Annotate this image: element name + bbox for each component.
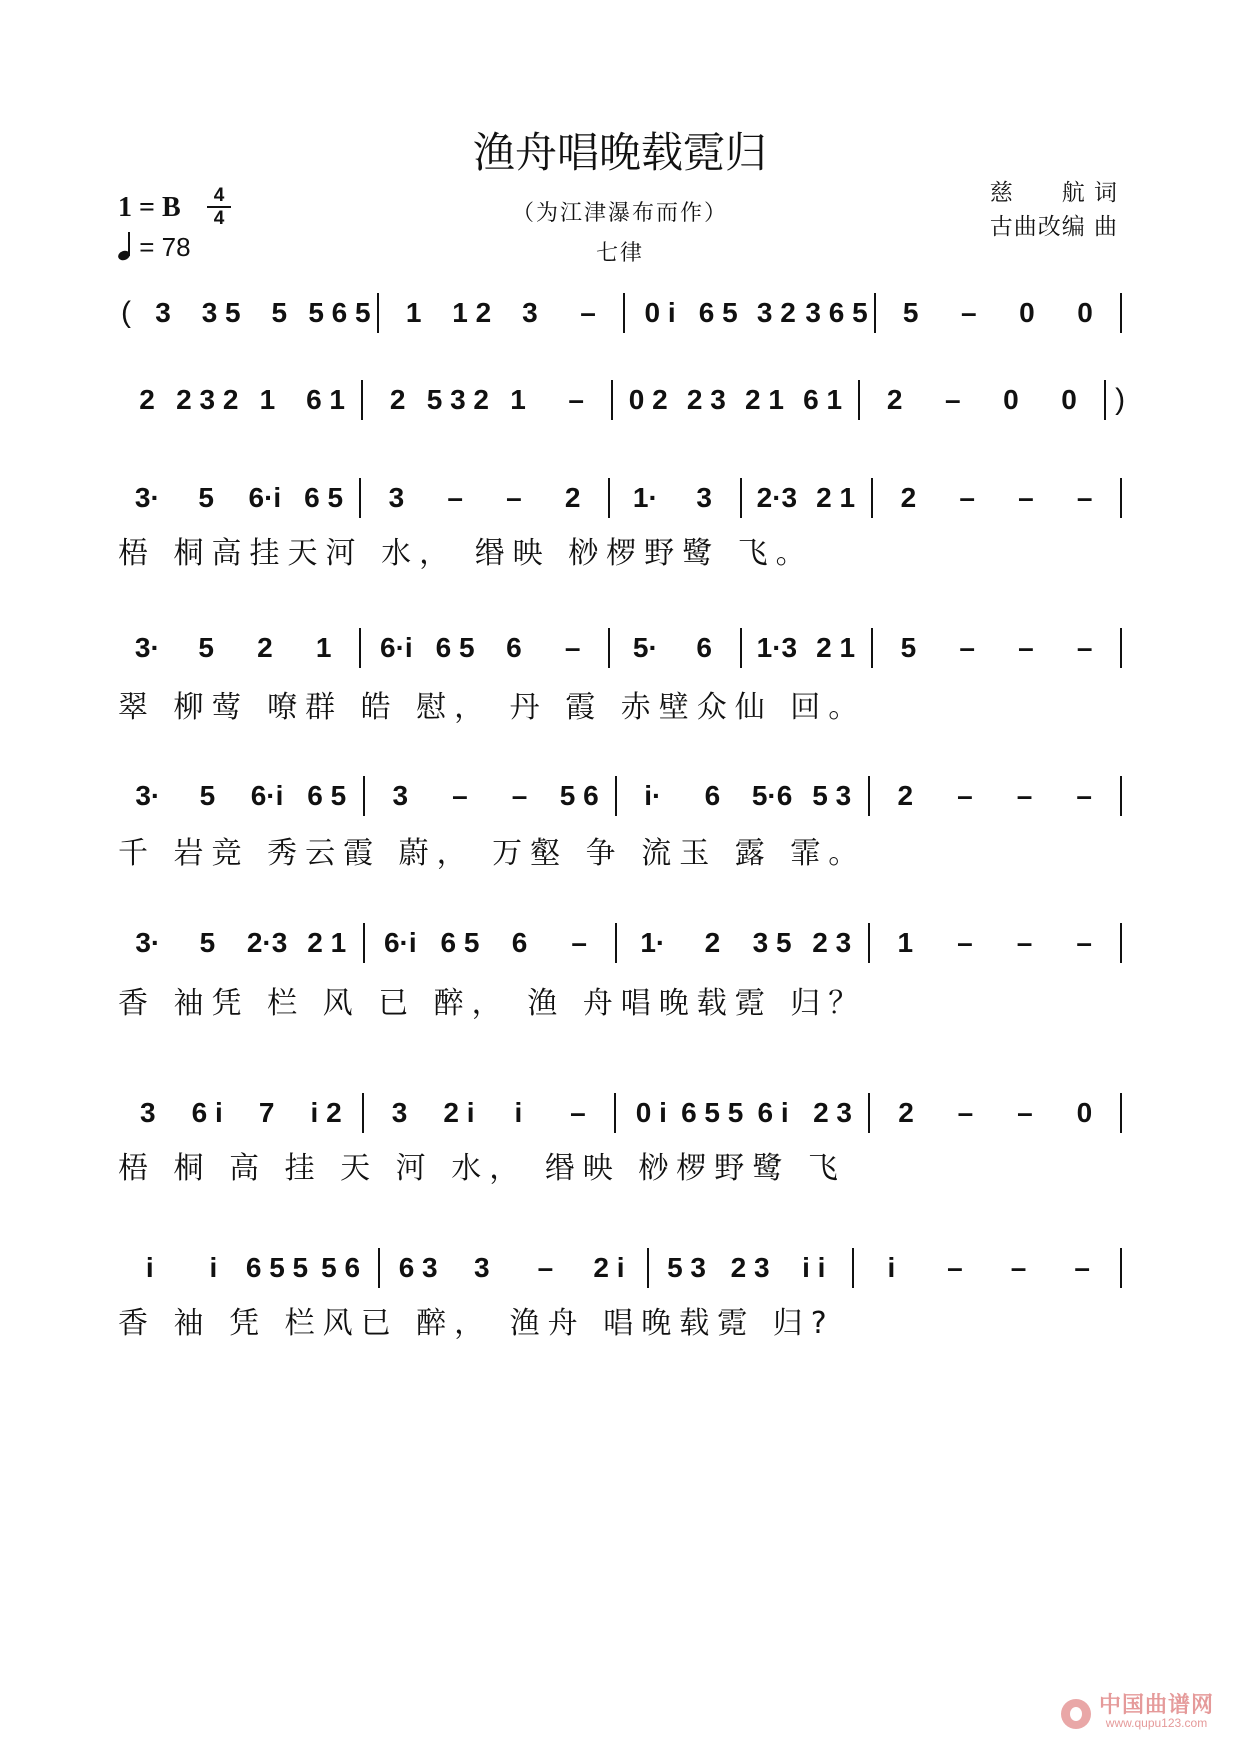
note: 3 xyxy=(139,1097,156,1128)
lyric-line: 翠 柳莺 嘹群 皓 慰， 丹 霞 赤壁众仙 回。 xyxy=(118,690,867,725)
bar-line xyxy=(734,478,748,518)
note: – xyxy=(1016,780,1033,811)
note: 0 xyxy=(1003,384,1019,415)
bar-line-stroke xyxy=(874,293,876,333)
note: 1 2 xyxy=(452,297,492,328)
note: 2 xyxy=(898,1097,914,1128)
note: 6 i xyxy=(191,1097,223,1128)
bar-line-stroke xyxy=(623,293,625,333)
note: 3 xyxy=(155,297,171,328)
note: 3· xyxy=(135,927,161,958)
note: 2 xyxy=(704,927,721,958)
bar-line-stroke xyxy=(1120,628,1122,668)
note: 3· xyxy=(134,482,160,513)
note: – xyxy=(961,297,977,328)
note: 6 5 xyxy=(307,780,347,811)
bar-line xyxy=(605,380,619,420)
bar-line-stroke xyxy=(359,478,361,518)
note: 3· xyxy=(134,632,160,663)
notation-row xyxy=(118,628,1128,668)
note: i xyxy=(209,1252,218,1283)
note: – xyxy=(957,927,973,958)
note: 2 1 xyxy=(745,384,784,415)
key-signature: 1 = B xyxy=(118,192,181,223)
bar-line-stroke xyxy=(363,923,365,963)
note: – xyxy=(506,482,522,513)
note: i· xyxy=(644,780,662,811)
note: 6 3 xyxy=(398,1252,438,1283)
note: 2 xyxy=(900,482,917,513)
note: i i xyxy=(802,1252,826,1283)
bar-line-stroke xyxy=(740,628,742,668)
bar-line xyxy=(609,923,623,963)
bar-line xyxy=(852,380,866,420)
note: – xyxy=(1076,482,1093,513)
note: 6·i xyxy=(380,632,413,663)
lyric-row xyxy=(118,684,1128,724)
note: 5·6 xyxy=(751,780,793,811)
note: – xyxy=(570,1097,586,1128)
note: 6·i xyxy=(250,780,284,811)
bar-line-stroke xyxy=(361,380,363,420)
bar-line-stroke xyxy=(378,1248,380,1288)
site-name: 中国曲谱网 xyxy=(1098,1692,1214,1718)
note: 6 5 5 xyxy=(245,1252,309,1283)
bar-line xyxy=(609,776,623,816)
note: 1· xyxy=(640,927,666,958)
bar-line-stroke xyxy=(1120,923,1122,963)
lyric-row xyxy=(118,530,1128,570)
bar-line-stroke xyxy=(1120,1248,1122,1288)
bar-line xyxy=(862,1093,876,1133)
bar-line xyxy=(371,293,385,333)
notation-row xyxy=(118,478,1128,518)
note: 2·3 xyxy=(756,482,798,513)
note: – xyxy=(1017,1097,1033,1128)
lyric-row xyxy=(118,1145,1128,1185)
lyric-line: 香 袖 凭 栏风已 醉， 渔舟 唱晚载霓 归? xyxy=(118,1306,835,1341)
note: 0 xyxy=(1076,1097,1093,1128)
note: 5· xyxy=(632,632,658,663)
note: – xyxy=(1076,927,1092,958)
quarter-note-icon xyxy=(118,232,132,262)
bar-line xyxy=(1114,776,1128,816)
lyric-row xyxy=(118,1300,1128,1340)
note: – xyxy=(537,1252,554,1283)
note: 5 3 xyxy=(667,1252,707,1283)
song-title: 渔舟唱晚载霓归 xyxy=(472,128,767,177)
note: 5 xyxy=(199,780,216,811)
bar-line xyxy=(641,1248,655,1288)
note: – xyxy=(511,780,528,811)
note: 0 2 xyxy=(628,384,668,415)
note: – xyxy=(571,927,587,958)
note: – xyxy=(947,1252,963,1283)
note: 6 5 xyxy=(698,297,738,328)
bar-line-stroke xyxy=(871,478,873,518)
note: 2 i xyxy=(443,1097,475,1128)
bar-line xyxy=(868,293,882,333)
note: 3 xyxy=(391,1097,408,1128)
note: 0 i xyxy=(644,297,676,328)
notation-row xyxy=(118,380,1128,420)
bar-line-stroke xyxy=(740,478,742,518)
note: 2 1 xyxy=(307,927,347,958)
bar-line xyxy=(357,776,371,816)
note: 0 xyxy=(1061,384,1077,415)
lyric-row xyxy=(118,980,1128,1020)
note: 7 xyxy=(258,1097,275,1128)
bar-line-stroke xyxy=(852,1248,854,1288)
note: – xyxy=(1010,1252,1027,1283)
bar-line-stroke xyxy=(608,628,610,668)
note: 3 xyxy=(696,482,712,513)
notation-row xyxy=(118,1248,1128,1288)
note: 2 3 xyxy=(686,384,726,415)
note: 3 6 5 xyxy=(805,297,868,328)
watermark xyxy=(1061,1692,1214,1732)
note: i xyxy=(887,1252,896,1283)
note: 1 xyxy=(405,297,422,328)
bar-line xyxy=(617,293,631,333)
lyricist-credit: 慈 航 词 xyxy=(989,180,1118,206)
note: – xyxy=(1018,632,1034,663)
bar-line-stroke xyxy=(647,1248,649,1288)
note: 6 1 xyxy=(306,384,346,415)
note: 1·3 xyxy=(756,632,798,663)
note: – xyxy=(1076,780,1092,811)
bar-line xyxy=(372,1248,386,1288)
note: 6 5 xyxy=(435,632,475,663)
notation-row xyxy=(118,776,1128,816)
note: 5 3 xyxy=(812,780,852,811)
note: 1 xyxy=(897,927,914,958)
bar-line xyxy=(602,628,616,668)
note: i xyxy=(514,1097,523,1128)
note: 6 xyxy=(506,632,522,663)
bar-line xyxy=(862,923,876,963)
note: – xyxy=(1074,1252,1090,1283)
note: 1 xyxy=(510,384,526,415)
bar-line-stroke xyxy=(359,628,361,668)
bar-line xyxy=(353,628,367,668)
note: 0 xyxy=(1019,297,1035,328)
note: 2 xyxy=(564,482,581,513)
note: 3 xyxy=(473,1252,490,1283)
note: 3 xyxy=(522,297,538,328)
note: 1 xyxy=(315,632,332,663)
bar-line-stroke xyxy=(1120,776,1122,816)
bar-line-stroke xyxy=(871,628,873,668)
note: 2 3 2 xyxy=(176,384,239,415)
note: 5 xyxy=(900,632,917,663)
bar-line-stroke xyxy=(1104,380,1106,420)
notation-row xyxy=(118,293,1128,333)
note: 5 xyxy=(198,482,214,513)
bar-line-stroke xyxy=(1120,1093,1122,1133)
note: 2 xyxy=(257,632,273,663)
site-logo-icon xyxy=(1061,1699,1091,1729)
note: 6 1 xyxy=(803,384,843,415)
site-url: www.qupu123.com xyxy=(1105,1716,1208,1730)
lyric-line: 千 岩竞 秀云霞 蔚， 万壑 争 流玉 露 霏。 xyxy=(118,836,867,871)
bar-line xyxy=(734,628,748,668)
song-subtitle: （为江津瀑布而作） xyxy=(511,201,728,226)
bar-line-stroke xyxy=(615,776,617,816)
note: 2 3 xyxy=(730,1252,770,1283)
note: 0 i xyxy=(635,1097,667,1128)
note: – xyxy=(452,780,468,811)
note: – xyxy=(957,780,973,811)
note: 6 5 xyxy=(440,927,480,958)
bar-line xyxy=(1114,1093,1128,1133)
bar-line xyxy=(357,923,371,963)
time-signature xyxy=(207,186,231,228)
bar-line-stroke xyxy=(1120,293,1122,333)
time-signature-bottom: 4 xyxy=(213,208,225,229)
tempo-value: = 78 xyxy=(139,232,191,262)
note: 2 xyxy=(139,384,155,415)
note: 5 xyxy=(199,927,216,958)
bar-line xyxy=(1114,628,1128,668)
note: 1· xyxy=(632,482,658,513)
composer-credit: 古曲改编 曲 xyxy=(989,214,1118,240)
note: i 2 xyxy=(310,1097,342,1128)
bar-line-stroke xyxy=(868,923,870,963)
note: 5 3 2 xyxy=(426,384,489,415)
bar-line-stroke xyxy=(615,923,617,963)
note: 6 5 5 xyxy=(681,1097,744,1128)
bar-line xyxy=(1114,1248,1128,1288)
repeat-paren: ( xyxy=(121,296,131,329)
bar-line-stroke xyxy=(611,380,613,420)
note: 6 xyxy=(704,780,721,811)
bar-line xyxy=(862,776,876,816)
lyric-line: 梧 桐 高 挂 天 河 水， 缗映 桫椤野鹭 飞 xyxy=(118,1151,846,1186)
bar-line xyxy=(602,478,616,518)
note: 5 6 xyxy=(321,1252,361,1283)
note: 2 3 xyxy=(812,927,852,958)
note: – xyxy=(957,1097,974,1128)
note: 5 6 5 xyxy=(308,297,371,328)
note: 5 xyxy=(198,632,214,663)
note: 1 xyxy=(259,384,276,415)
note: – xyxy=(1018,482,1034,513)
bar-line xyxy=(356,1093,370,1133)
notation-row xyxy=(118,1093,1128,1133)
bar-line xyxy=(355,380,369,420)
bar-line-stroke xyxy=(868,776,870,816)
note: 5 xyxy=(902,297,919,328)
note: 3 2 xyxy=(756,297,796,328)
note: 3 5 xyxy=(752,927,792,958)
note: 6·i xyxy=(383,927,417,958)
note: – xyxy=(447,482,463,513)
bar-line-stroke xyxy=(614,1093,616,1133)
note: 5 xyxy=(271,297,288,328)
note: 2·3 xyxy=(246,927,288,958)
note: 2 1 xyxy=(816,632,856,663)
bar-line-stroke xyxy=(868,1093,870,1133)
note: 6 xyxy=(511,927,528,958)
note: 6 xyxy=(696,632,712,663)
lyric-line: 香 袖凭 栏 风 已 醉， 渔 舟唱晚载霓 归？ xyxy=(118,986,867,1021)
bar-line-stroke xyxy=(1120,478,1122,518)
lyric-row xyxy=(118,830,1128,870)
note: 6·i xyxy=(248,482,282,513)
note: 2 3 xyxy=(813,1097,852,1128)
bar-line-stroke xyxy=(362,1093,364,1133)
note: – xyxy=(1076,632,1093,663)
note: 2 i xyxy=(593,1252,625,1283)
bar-line xyxy=(608,1093,622,1133)
note: 2 1 xyxy=(816,482,856,513)
bar-line-stroke xyxy=(608,478,610,518)
bar-line xyxy=(1114,478,1128,518)
tempo-marking xyxy=(118,232,191,263)
lyric-line: 梧 桐高挂天河 水， 缗映 桫椤野鹭 飞。 xyxy=(118,536,814,571)
bar-line-stroke xyxy=(377,293,379,333)
bar-line xyxy=(865,478,879,518)
note: 3 xyxy=(388,482,405,513)
note: 3 5 xyxy=(201,297,241,328)
bar-line-stroke xyxy=(363,776,365,816)
time-signature-top: 4 xyxy=(213,185,225,206)
note: 6 5 xyxy=(304,482,344,513)
note: – xyxy=(945,384,961,415)
poem-form: 七律 xyxy=(595,241,644,266)
note: 2 xyxy=(886,384,903,415)
credits xyxy=(990,176,1118,244)
note: 2 xyxy=(389,384,406,415)
bar-line-stroke xyxy=(858,380,860,420)
note: – xyxy=(959,632,975,663)
note: 0 xyxy=(1077,297,1093,328)
note: – xyxy=(564,632,581,663)
bar-line xyxy=(353,478,367,518)
note: – xyxy=(959,482,975,513)
bar-line xyxy=(865,628,879,668)
note: 3· xyxy=(135,780,161,811)
bar-line xyxy=(1114,293,1128,333)
note: 5 6 xyxy=(559,780,599,811)
bar-line xyxy=(1114,923,1128,963)
note: 3 xyxy=(392,780,409,811)
bar-line xyxy=(846,1248,860,1288)
bar-line xyxy=(1098,380,1112,420)
notation-row xyxy=(118,923,1128,963)
note: i xyxy=(145,1252,154,1283)
repeat-paren: ) xyxy=(1115,383,1126,416)
note: 6 i xyxy=(757,1097,789,1128)
note: – xyxy=(568,384,584,415)
note: – xyxy=(1016,927,1033,958)
note: 2 xyxy=(897,780,914,811)
note: – xyxy=(580,297,596,328)
